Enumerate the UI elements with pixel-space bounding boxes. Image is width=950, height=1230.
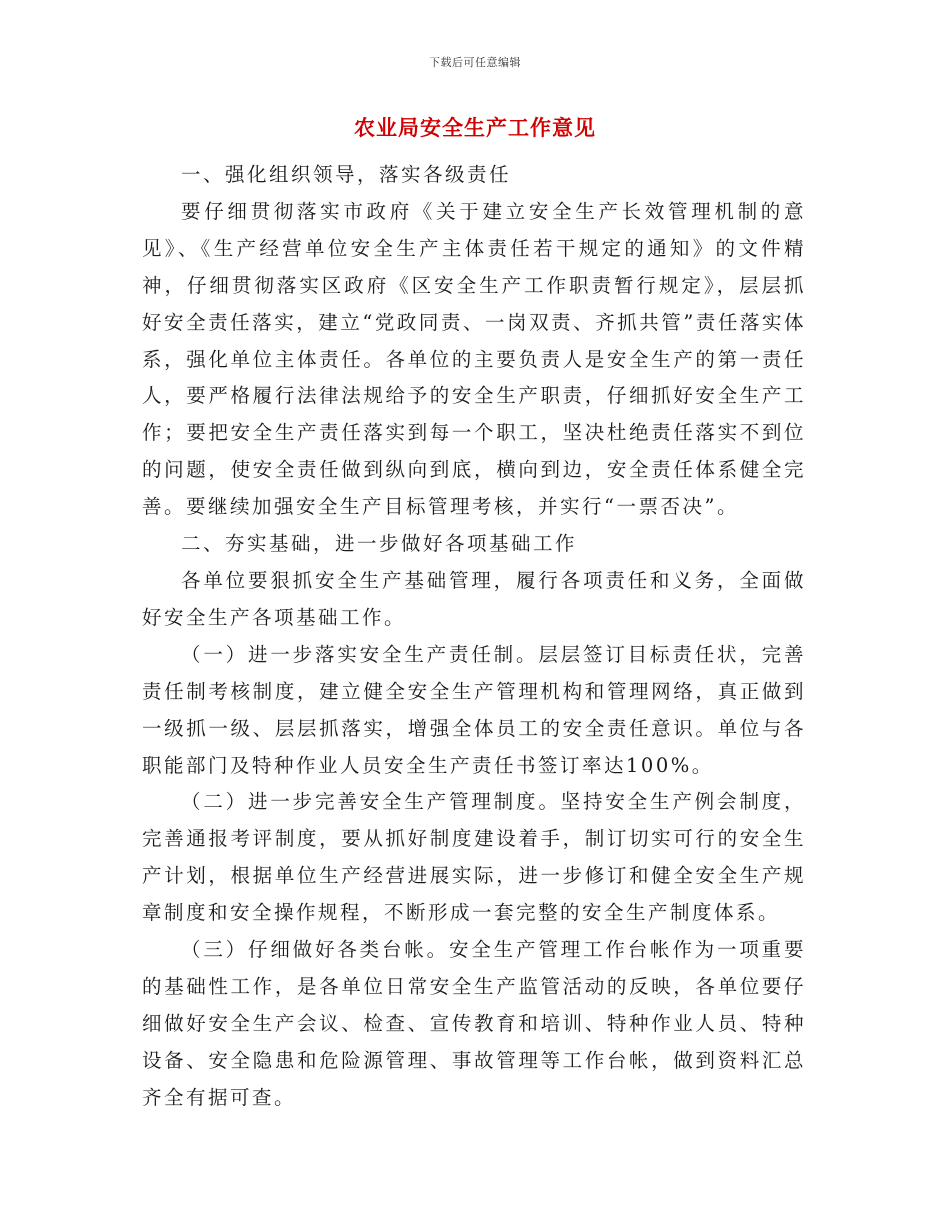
paragraph: （三）仔细做好各类台帐。安全生产管理工作台帐作为一项重要的基础性工作，是各单位日常安全生产监管活动的反映，各单位要仔细做好安全生产会议、检查、宣传教育和培训、特种作业人员、特种设备、安全隐患和危险源管理、事故管理等工作台帐，做到资料汇总齐全有据可查。 (142, 938, 806, 1109)
document-title: 农业局安全生产工作意见 (354, 115, 596, 140)
paragraph: 要仔细贯彻落实市政府《关于建立安全生产长效管理机制的意见》、《生产经营单位安全生产主体责任若干规定的通知》的文件精神，仔细贯彻落实区政府《区安全生产工作职责暂行规定》，层层抓好安全责任落实，建立“党政同责、一岗双责、齐抓共管”责任落实体系，强化单位主体责任。各单位的主要负责人是安全生产的第一责任人，要严格履行法律法规给予的安全生产职责，仔细抓好安全生产工作；要把安全生产责任落实到每一个职工，坚决杜绝责任落实不到位的问题，使安全责任做到纵向到底，横向到边，安全责任体系健全完善。要继续加强安全生产目标管理考核，并实行“一票否决”。 (142, 199, 806, 519)
header-note: 下载后可任意编辑 (429, 56, 521, 69)
section-heading-2: 二、夯实基础，进一步做好各项基础工作 (181, 532, 578, 556)
paragraph: （二）进一步完善安全生产管理制度。坚持安全生产例会制度，完善通报考评制度，要从抓好制度建设着手，制订切实可行的安全生产计划，根据单位生产经营进展实际，进一步修订和健全安全生产规章制度和安全操作规程，不断形成一套完整的安全生产制度体系。 (142, 790, 806, 925)
paragraph: （一）进一步落实安全生产责任制。层层签订目标责任状，完善责任制考核制度，建立健全安全生产管理机构和管理网络，真正做到一级抓一级、层层抓落实，增强全体员工的安全责任意识。单位与各职能部门及特种作业人员安全生产责任书签订率达100%。 (142, 642, 806, 777)
paragraph: 各单位要狠抓安全生产基础管理，履行各项责任和义务，全面做好安全生产各项基础工作。 (142, 568, 806, 629)
section-heading-1: 一、强化组织领导，落实各级责任 (181, 163, 512, 186)
document-body (142, 157, 806, 1117)
